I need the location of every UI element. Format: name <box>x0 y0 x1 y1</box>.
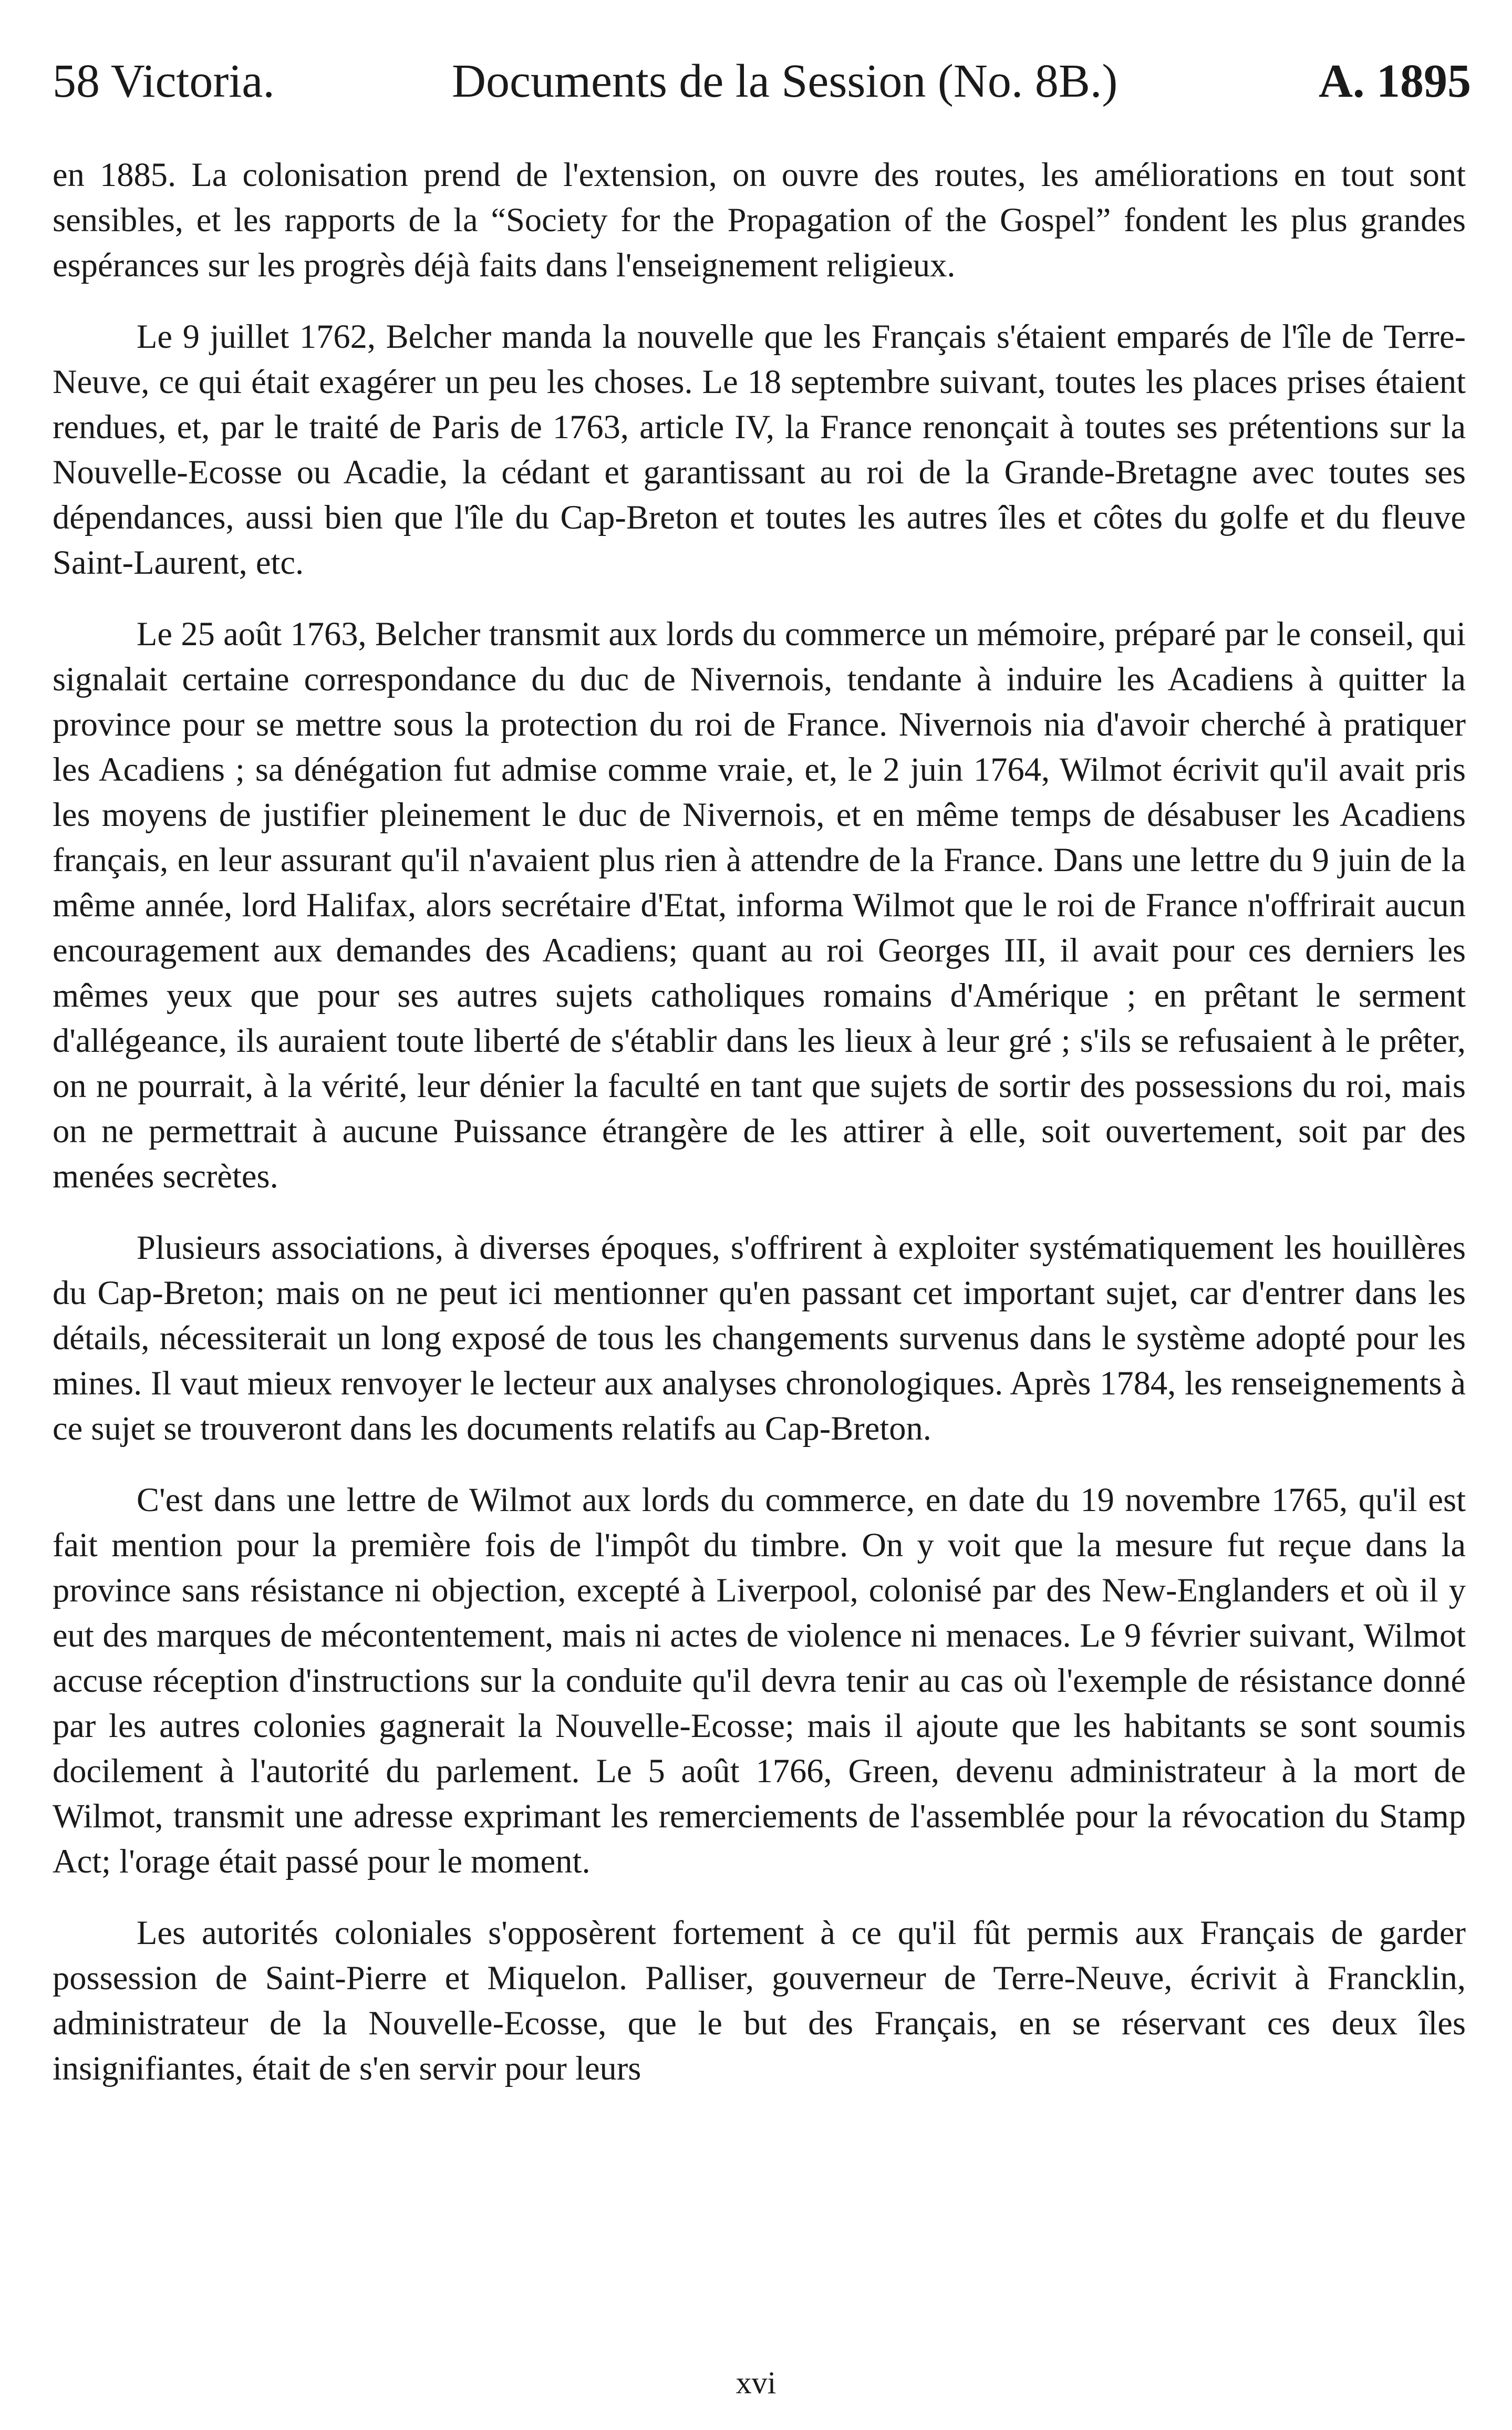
paragraph: Le 25 août 1763, Belcher transmit aux lords du commerce un mémoire, préparé par le conseil, qui signalait certaine correspondance du duc de Nivernois, tendante à induire les Acadiens à quitter la province pour se mettre sous la protection du roi de France. Nivernois nia d'avoir cherché à pratiquer les Acadiens ; sa dénégation fut admise comme vraie, et, le 2 juin 1764, Wilmot écrivit qu'il avait pris les moyens de justifier pleinement le duc de Nivernois, et en même temps de désabuser les Acadiens français, en leur assurant qu'il n'avaient plus rien à attendre de la France. Dans une lettre du 9 juin de la même année, lord Halifax, alors secrétaire d'Etat, informa Wilmot que le roi de France n'offrirait aucun encouragement aux demandes des Acadiens; quant au roi Georges III, il avait pour ces derniers les mêmes yeux que pour ses autres sujets catholiques romains d'Amérique ; en prêtant le serment d'allégeance, ils auraient toute liberté de s'établir dans les lieux à leur gré ; s'ils se refusaient à le prêter, on ne pourrait, à la vérité, leur dénier la faculté en tant que sujets de sortir des possessions du roi, mais on ne permettrait à aucune Puissance étrangère de les attirer à elle, soit ouvertement, soit par des menées secrètes. <box>53 615 1466 1195</box>
header-year: A. 1895 <box>1319 55 1471 107</box>
page-number: xvi <box>736 2365 776 2400</box>
running-header <box>53 47 1471 116</box>
header-title: Documents de la Session (No. 8B.) <box>452 55 1118 107</box>
paragraph: en 1885. La colonisation prend de l'extension, on ouvre des routes, les améliorations en tout sont sensibles, et les rapports de la “Society for the Propagation of the Gospel” fondent les plus grandes espérances sur les progrès déjà faits dans l'enseignement religieux. <box>53 156 1466 284</box>
paragraph: C'est dans une lettre de Wilmot aux lords du commerce, en date du 19 novembre 1765, qu'il est fait mention pour la première fois de l'impôt du timbre. On y voit que la mesure fut reçue dans la province sans résistance ni objection, excepté à Liverpool, colonisé par des New-Englanders et où il y eut des marques de mécontentement, mais ni actes de violence ni menaces. Le 9 février suivant, Wilmot accuse réception d'instructions sur la conduite qu'il devra tenir au cas où l'exemple de résistance donné par les autres colonies gagnerait la Nouvelle-Ecosse; mais il ajoute que les habitants se sont soumis docilement à l'autorité du parlement. Le 5 août 1766, Green, devenu administrateur à la mort de Wilmot, transmit une adresse exprimant les remerciements de l'assemblée pour la révocation du Stamp Act; l'orage était passé pour le moment. <box>53 1481 1466 1880</box>
paragraph: Le 9 juillet 1762, Belcher manda la nouvelle que les Français s'étaient emparés de l'île de Terre-Neuve, ce qui était exagérer un peu les choses. Le 18 septembre suivant, toutes les places prises étaient rendues, et, par le traité de Paris de 1763, article IV, la France renonçait à toutes ses prétentions sur la Nouvelle-Ecosse ou Acadie, la cédant et garantissant au roi de la Grande-Bretagne avec toutes ses dépendances, aussi bien que l'île du Cap-Breton et toutes les autres îles et côtes du golfe et du fleuve Saint-Laurent, etc. <box>53 318 1466 581</box>
body-text <box>53 152 1466 2117</box>
paragraph: Plusieurs associations, à diverses époques, s'offrirent à exploiter systématiquement les houillères du Cap-Breton; mais on ne peut ici mentionner qu'en passant cet important sujet, car d'entrer dans les détails, nécessiterait un long exposé de tous les changements survenus dans le système adopté pour les mines. Il vaut mieux renvoyer le lecteur aux analyses chronologiques. Après 1784, les renseignements à ce sujet se trouveront dans les documents relatifs au Cap-Breton. <box>53 1229 1466 1447</box>
header-volume: 58 Victoria. <box>53 55 275 107</box>
paragraph: Les autorités coloniales s'opposèrent fortement à ce qu'il fût permis aux Français de garder possession de Saint-Pierre et Miquelon. Palliser, gouverneur de Terre-Neuve, écrivit à Francklin, administrateur de la Nouvelle-Ecosse, que le but des Français, en se réservant ces deux îles insignifiantes, était de s'en servir pour leurs <box>53 1914 1466 2087</box>
